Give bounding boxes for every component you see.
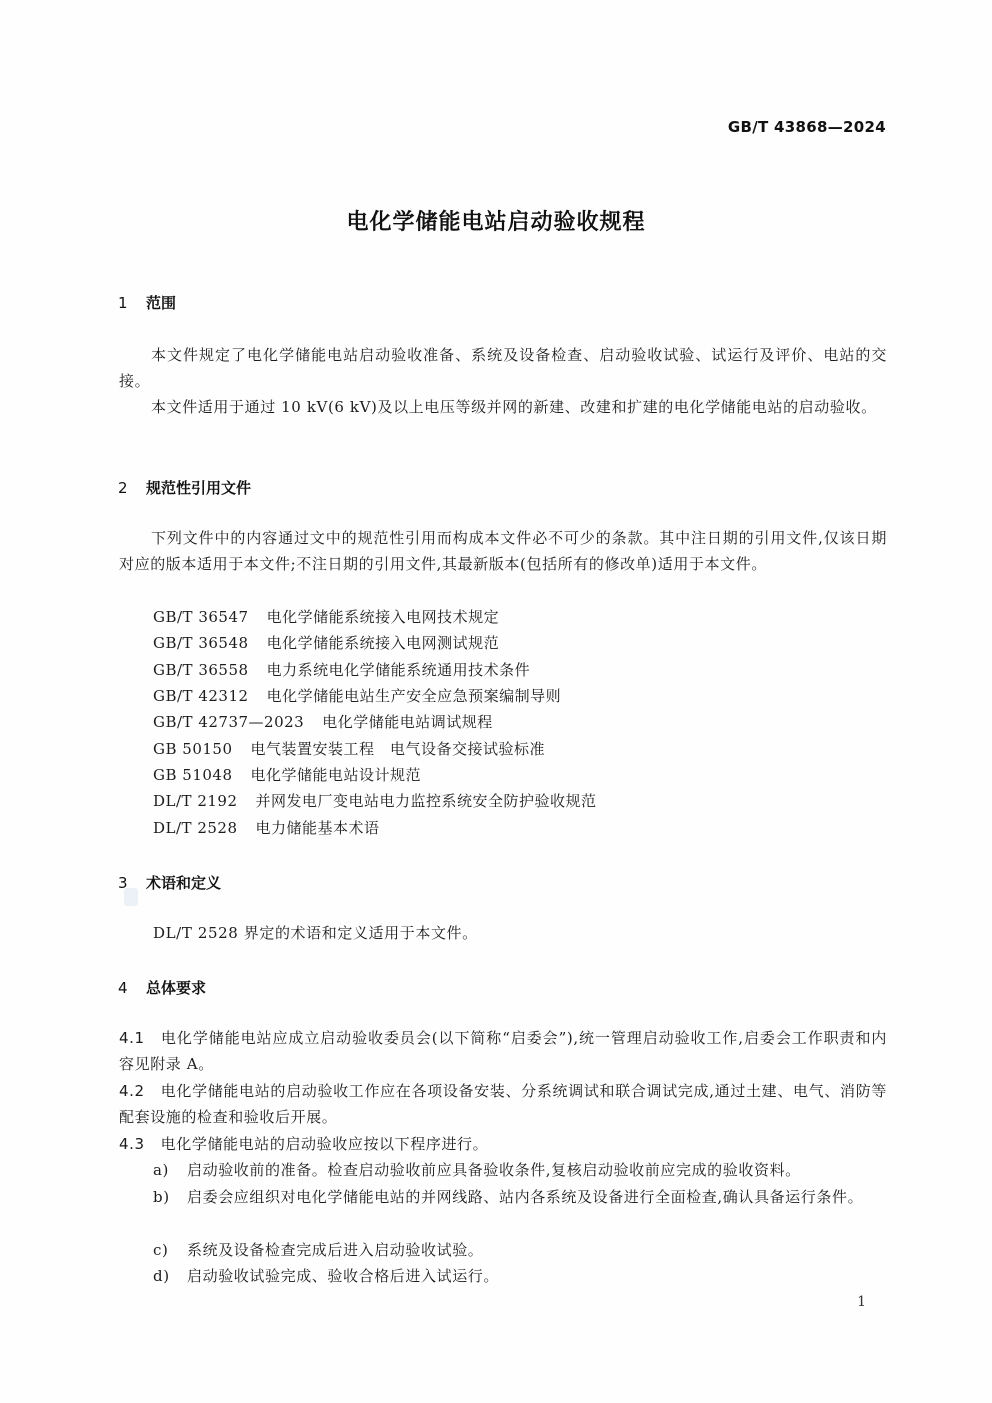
references-intro-paragraph: 下列文件中的内容通过文中的规范性引用而构成本文件必不可少的条款。其中注日期的引用文件,仅该日期对应的版本适用于本文件;不注日期的引用文件,其最新版本(包括所有的修改单)适用于本文件。 xyxy=(119,529,887,573)
reference-item xyxy=(153,762,421,788)
section-heading-general-requirements xyxy=(118,977,206,998)
reference-code: GB/T 36547 xyxy=(153,608,249,626)
clause-text: 电化学储能电站的启动验收工作应在各项设备安装、分系统调试和联合调试完成,通过土建、电气、消防等配套设施的检查和验收后开展。 xyxy=(119,1082,887,1126)
section-heading-scope xyxy=(118,292,176,313)
reference-code: GB 50150 xyxy=(153,740,233,758)
list-item-text: 系统及设备检查完成后进入启动验收试验。 xyxy=(187,1241,484,1259)
reference-code: GB/T 36548 xyxy=(153,634,249,652)
reference-name: 电力储能基本术语 xyxy=(255,819,380,837)
clause-4-2 xyxy=(119,1078,887,1130)
list-item-text: 启动验收试验完成、验收合格后进入试运行。 xyxy=(187,1267,500,1285)
clause-number: 4.1 xyxy=(119,1029,145,1047)
reference-name: 电化学储能电站调试规程 xyxy=(322,713,493,731)
list-item xyxy=(153,1263,887,1289)
reference-item xyxy=(153,709,493,735)
reference-code: GB/T 42737—2023 xyxy=(153,713,305,731)
reference-item xyxy=(153,657,530,683)
section-heading-terms xyxy=(118,872,221,893)
reference-item xyxy=(153,736,545,762)
clause-text: 电化学储能电站的启动验收应按以下程序进行。 xyxy=(160,1135,489,1153)
section-heading-normative-references xyxy=(118,477,251,498)
reference-name: 并网发电厂变电站电力监控系统安全防护验收规范 xyxy=(255,792,597,810)
section-title: 规范性引用文件 xyxy=(146,479,252,497)
reference-item xyxy=(153,683,561,709)
list-item-text: 启委会应组织对电化学储能电站的并网线路、站内各系统及设备进行全面检查,确认具备运行条件。 xyxy=(187,1188,864,1206)
clause-number: 4.3 xyxy=(119,1135,145,1153)
clause-text: 电化学储能电站应成立启动验收委员会(以下简称“启委会”),统一管理启动验收工作,启委会工作职责和内容见附录 A。 xyxy=(119,1029,887,1073)
terms-paragraph: DL/T 2528 界定的术语和定义适用于本文件。 xyxy=(153,924,478,942)
list-item-label: d) xyxy=(153,1267,170,1285)
reference-name: 电力系统电化学储能系统通用技术条件 xyxy=(266,661,531,679)
section-number: 2 xyxy=(118,479,128,497)
clause-4-3 xyxy=(119,1131,887,1157)
scope-paragraph-1: 本文件规定了电化学储能电站启动验收准备、系统及设备检查、启动验收试验、试运行及评价、电站的交接。 xyxy=(119,346,887,390)
document-title: 电化学储能电站启动验收规程 xyxy=(346,210,646,235)
reference-code: GB/T 42312 xyxy=(153,687,249,705)
reference-name: 电化学储能系统接入电网技术规定 xyxy=(266,608,500,626)
reference-item xyxy=(153,630,499,656)
list-item-label: c) xyxy=(153,1241,169,1259)
list-item-text: 启动验收前的准备。检查启动验收前应具备验收条件,复核启动验收前应完成的验收资料。 xyxy=(187,1161,801,1179)
document-id: GB/T 43868—2024 xyxy=(727,118,886,136)
reference-item xyxy=(153,815,380,841)
section-title: 总体要求 xyxy=(146,979,207,997)
reference-name: 电气装置安装工程 电气设备交接试验标准 xyxy=(250,740,546,758)
clause-number: 4.2 xyxy=(119,1082,145,1100)
section-number: 3 xyxy=(118,874,128,892)
reference-name: 电化学储能电站生产安全应急预案编制导则 xyxy=(266,687,562,705)
reference-code: DL/T 2528 xyxy=(153,819,238,837)
reference-name: 电化学储能电站设计规范 xyxy=(250,766,422,784)
reference-code: DL/T 2192 xyxy=(153,792,238,810)
section-title: 范围 xyxy=(146,294,177,312)
reference-code: GB/T 36558 xyxy=(153,661,249,679)
list-item xyxy=(153,1237,887,1263)
page-number: 1 xyxy=(857,1294,866,1310)
list-item-label: a) xyxy=(153,1161,169,1179)
reference-code: GB 51048 xyxy=(153,766,233,784)
reference-item xyxy=(153,604,499,630)
clause-4-1 xyxy=(119,1025,887,1077)
reference-item xyxy=(153,788,597,814)
section-title: 术语和定义 xyxy=(146,874,222,892)
list-item xyxy=(153,1157,887,1183)
section-number: 4 xyxy=(118,979,128,997)
scope-paragraph-2: 本文件适用于通过 10 kV(6 kV)及以上电压等级并网的新建、改建和扩建的电化学储能电站的启动验收。 xyxy=(151,398,877,416)
reference-name: 电化学储能系统接入电网测试规范 xyxy=(266,634,500,652)
list-item-label: b) xyxy=(153,1188,170,1206)
section-number: 1 xyxy=(118,294,128,312)
list-item xyxy=(153,1184,887,1210)
